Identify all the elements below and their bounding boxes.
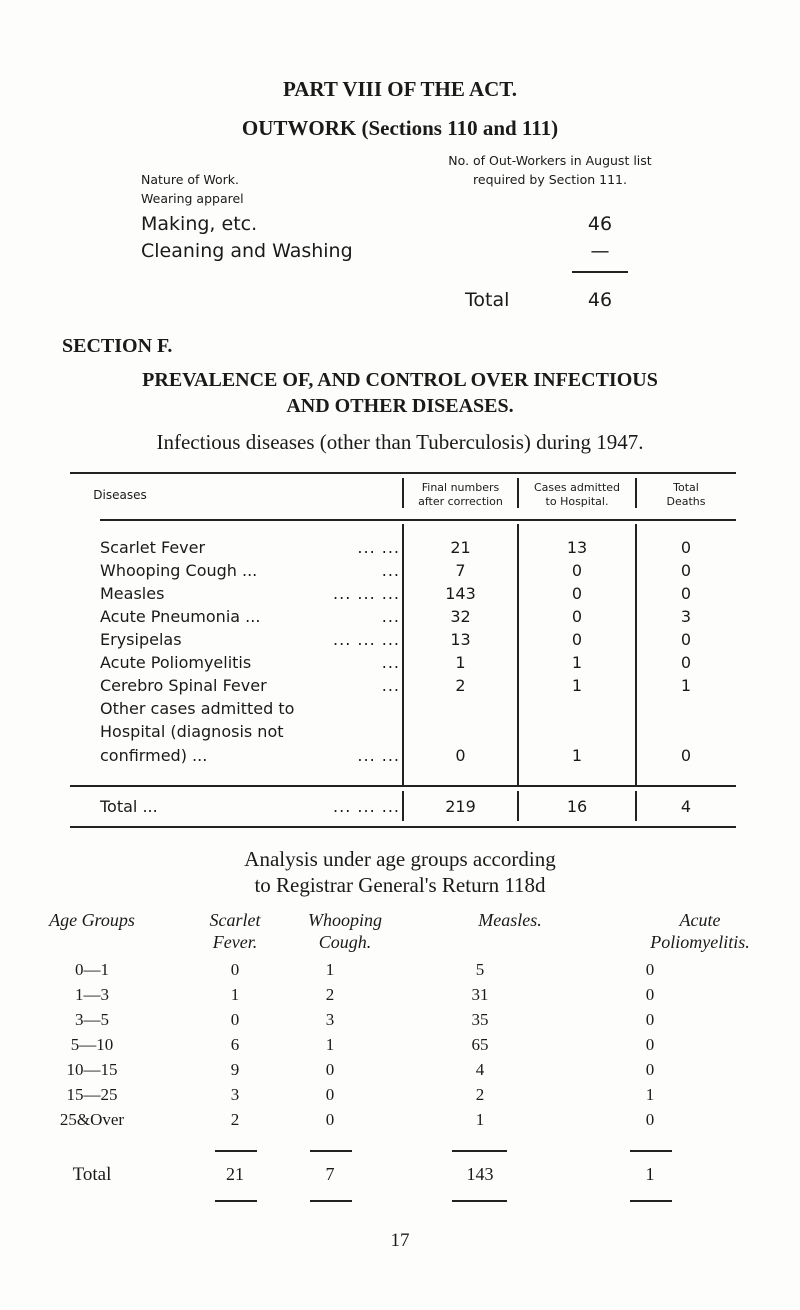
col-divider xyxy=(635,478,637,508)
age-group: 10—15 xyxy=(66,1060,118,1079)
total-label: Total ... xyxy=(100,797,158,816)
table-row-label: Acute Poliomyelitis xyxy=(100,653,252,672)
cell-admitted: 0 xyxy=(571,584,583,603)
col-divider xyxy=(402,478,404,508)
analysis-title-1: Analysis under age groups according xyxy=(244,847,556,871)
leader-dots: ... ... ... xyxy=(333,584,400,603)
cell-final: 1 xyxy=(455,653,466,672)
cell-scarlet: 3 xyxy=(230,1085,240,1104)
table-row-label: Acute Pneumonia ... xyxy=(100,607,261,626)
header-bottom-rule xyxy=(100,519,736,521)
table-top-rule xyxy=(70,472,736,474)
cell-whooping: 1 xyxy=(325,1035,335,1054)
leader-dots: ... ... xyxy=(357,538,400,557)
col-divider xyxy=(517,478,519,508)
outwork-row-value: — xyxy=(590,240,610,262)
cell-deaths: 0 xyxy=(680,630,692,649)
header-deaths: Total Deaths xyxy=(666,481,706,508)
cell-polio: 0 xyxy=(645,1060,655,1079)
cell-whooping: 0 xyxy=(325,1085,335,1104)
table-row-label: Erysipelas xyxy=(100,630,182,649)
cell-deaths: 0 xyxy=(680,584,692,603)
leader-dots: ... ... ... xyxy=(333,797,400,816)
section-title-2: AND OTHER DISEASES. xyxy=(286,395,514,417)
cell-deaths: 0 xyxy=(680,561,692,580)
section-label: SECTION F. xyxy=(62,335,173,357)
cell-deaths: 3 xyxy=(680,607,692,626)
outwork-total-label: Total xyxy=(465,289,510,311)
section-title-1: PREVALENCE OF, AND CONTROL OVER INFECTIOUS xyxy=(142,369,658,391)
leader-dots: ... ... xyxy=(357,746,400,765)
cell-deaths: 0 xyxy=(680,538,692,557)
cell-admitted: 0 xyxy=(571,561,583,580)
cell-admitted: 0 xyxy=(571,630,583,649)
outwork-heading: OUTWORK (Sections 110 and 111) xyxy=(241,116,559,140)
table-row-label: Whooping Cough ... xyxy=(100,561,258,580)
cell-measles: 65 xyxy=(471,1035,489,1054)
total-measles: 143 xyxy=(466,1164,494,1184)
cell-scarlet: 6 xyxy=(230,1035,240,1054)
cell-scarlet: 0 xyxy=(230,960,240,979)
table-bottom-rule xyxy=(70,826,736,828)
cell-deaths: 0 xyxy=(680,653,692,672)
leader-dots: ... xyxy=(381,561,400,580)
table-row-label: Hospital (diagnosis not xyxy=(100,722,284,741)
table-row-label: confirmed) ... xyxy=(100,746,208,765)
cell-polio: 0 xyxy=(645,1035,655,1054)
cell-measles: 2 xyxy=(475,1085,485,1104)
total-top-rule xyxy=(70,785,736,787)
cell-measles: 31 xyxy=(471,985,489,1004)
cell-scarlet: 9 xyxy=(230,1060,240,1079)
cell-deaths: 1 xyxy=(680,676,692,695)
outwork-category: Wearing apparel xyxy=(141,191,244,206)
total-rule xyxy=(215,1150,257,1152)
cell-admitted: 1 xyxy=(571,676,583,695)
total-admitted: 16 xyxy=(566,797,588,816)
table-row-label: Cerebro Spinal Fever xyxy=(100,676,267,695)
outwork-total-rule xyxy=(572,271,628,273)
total-rule xyxy=(310,1200,352,1202)
header-diseases: Diseases xyxy=(93,488,147,502)
cell-whooping: 0 xyxy=(325,1110,335,1129)
total-deaths: 4 xyxy=(680,797,692,816)
outwork-col2-header-2: required by Section 111. xyxy=(473,172,627,187)
cell-admitted: 0 xyxy=(571,607,583,626)
cell-measles: 35 xyxy=(471,1010,489,1029)
analysis-header-measles: Measles. xyxy=(478,910,542,930)
analysis-header-age: Age Groups xyxy=(49,910,135,930)
cell-whooping: 0 xyxy=(325,1060,335,1079)
outwork-row-value: 46 xyxy=(587,213,613,235)
cell-deaths: 0 xyxy=(680,746,692,765)
cell-measles: 5 xyxy=(475,960,485,979)
cell-admitted: 1 xyxy=(571,746,583,765)
cell-final: 32 xyxy=(450,607,471,626)
table-row-label: Other cases admitted to xyxy=(100,699,295,718)
total-rule xyxy=(215,1200,257,1202)
cell-scarlet: 2 xyxy=(230,1110,240,1129)
cell-measles: 4 xyxy=(475,1060,485,1079)
outwork-row-label: Cleaning and Washing xyxy=(141,240,353,262)
table-row-label: Measles xyxy=(100,584,165,603)
analysis-title-2: to Registrar General's Return 118d xyxy=(254,873,546,897)
cell-final: 143 xyxy=(445,584,476,603)
part-heading: PART VIII OF THE ACT. xyxy=(282,77,517,101)
cell-admitted: 13 xyxy=(566,538,588,557)
outwork-col2-header-1: No. of Out-Workers in August list xyxy=(448,153,652,168)
page-number: 17 xyxy=(390,1230,410,1251)
cell-final: 7 xyxy=(455,561,466,580)
cell-final: 2 xyxy=(455,676,466,695)
cell-scarlet: 1 xyxy=(230,985,240,1004)
age-group: 5—10 xyxy=(70,1035,114,1054)
cell-polio: 0 xyxy=(645,1010,655,1029)
analysis-header-polio: Acute Poliomyelitis. xyxy=(650,910,750,952)
leader-dots: ... xyxy=(381,607,400,626)
outwork-row-label: Making, etc. xyxy=(141,213,258,235)
header-admitted: Cases admitted to Hospital. xyxy=(533,481,621,508)
cell-admitted: 1 xyxy=(571,653,583,672)
total-whooping: 7 xyxy=(325,1164,335,1184)
table-row-label: Scarlet Fever xyxy=(100,538,206,557)
cell-measles: 1 xyxy=(475,1110,485,1129)
cell-whooping: 1 xyxy=(325,960,335,979)
age-group: 0—1 xyxy=(75,960,109,979)
age-group: 25&Over xyxy=(59,1110,125,1129)
outwork-total-value: 46 xyxy=(587,289,613,311)
total-rule xyxy=(630,1150,672,1152)
cell-final: 0 xyxy=(455,746,466,765)
leader-dots: ... ... ... xyxy=(333,630,400,649)
cell-final: 21 xyxy=(450,538,471,557)
cell-polio: 1 xyxy=(645,1085,655,1104)
analysis-header-scarlet: Scarlet Fever. xyxy=(209,910,261,952)
analysis-total-label: Total xyxy=(72,1164,112,1185)
analysis-header-whooping: Whooping Cough. xyxy=(308,910,382,952)
total-rule xyxy=(310,1150,352,1152)
total-rule xyxy=(452,1150,507,1152)
cell-polio: 0 xyxy=(645,985,655,1004)
age-group: 1—3 xyxy=(75,985,109,1004)
cell-polio: 0 xyxy=(645,1110,655,1129)
total-rule xyxy=(630,1200,672,1202)
age-group: 15—25 xyxy=(66,1085,118,1104)
leader-dots: ... xyxy=(381,653,400,672)
cell-final: 13 xyxy=(450,630,471,649)
cell-scarlet: 0 xyxy=(230,1010,240,1029)
total-scarlet: 21 xyxy=(226,1164,244,1184)
age-group: 3—5 xyxy=(75,1010,109,1029)
total-final: 219 xyxy=(445,797,476,816)
header-final: Final numbers after correction xyxy=(418,481,503,508)
outwork-col1-header: Nature of Work. xyxy=(141,172,240,187)
leader-dots: ... xyxy=(381,676,400,695)
cell-polio: 0 xyxy=(645,960,655,979)
section-subtitle: Infectious diseases (other than Tuberculosis) during 1947. xyxy=(156,430,644,454)
cell-whooping: 2 xyxy=(325,985,335,1004)
cell-whooping: 3 xyxy=(325,1010,335,1029)
total-polio: 1 xyxy=(645,1164,655,1184)
total-rule xyxy=(452,1200,507,1202)
